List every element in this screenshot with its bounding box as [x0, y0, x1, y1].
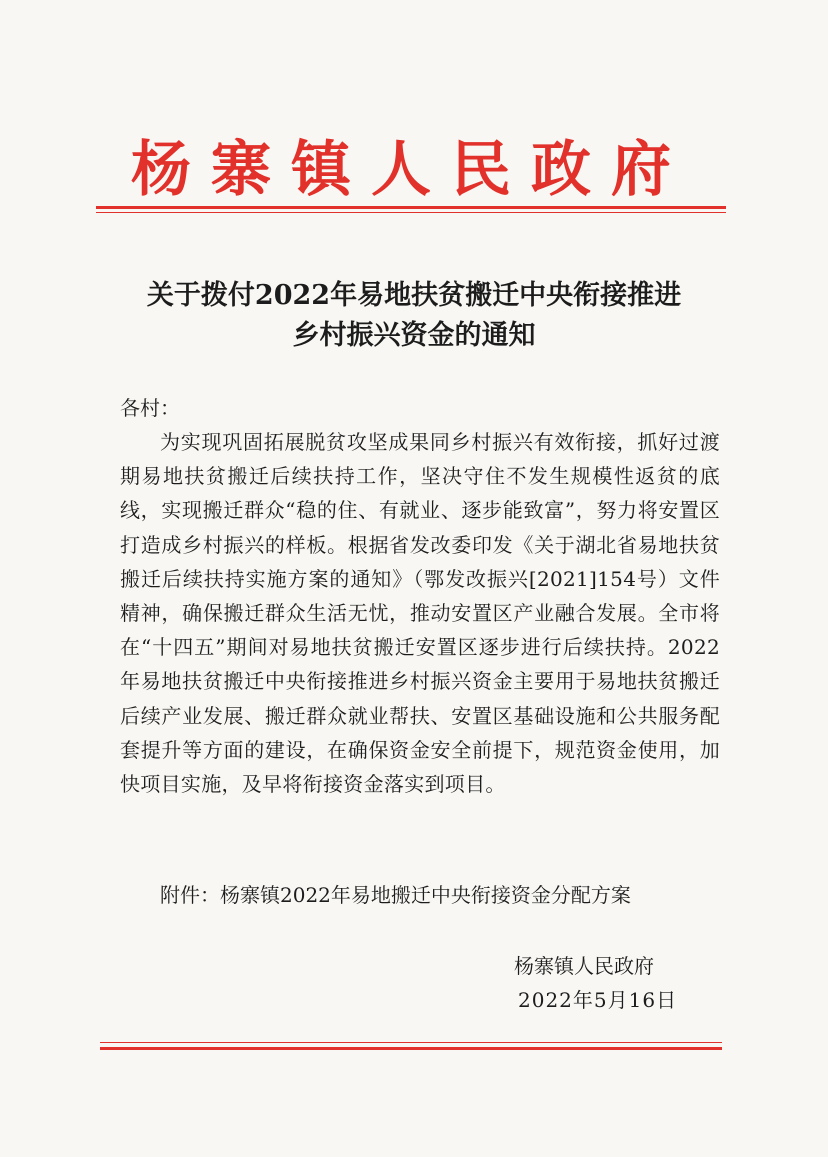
body-paragraph: 为实现巩固拓展脱贫攻坚成果同乡村振兴有效衔接，抓好过渡期易地扶贫搬迁后续扶持工作，坚决守住不发生规模性返贫的底线，实现搬迁群众“稳的住、有就业、逐步能致富”，努力将安置区打造成乡村振兴的样板。根据省发改委印发《关于湖北省易地扶贫搬迁后续扶持实施方案的通知》（鄂发改振兴[2021]154号）文件精神，确保搬迁群众生活无忧，推动安置区产业融合发展。全市将在“十四五”期间对易地扶贫搬迁安置区逐步进行后续扶持。2022年易地扶贫搬迁中央衔接推进乡村振兴资金主要用于易地扶贫搬迁后续产业发展、搬迁群众就业帮扶、安置区基础设施和公共服务配套提升等方面的建设，在确保资金安全前提下，规范资金使用，加快项目实施，及早将衔接资金落实到项目。 [120, 430, 720, 797]
salutation: 各村： [120, 396, 180, 420]
letterhead-title: 杨寨镇人民政府 [131, 135, 691, 205]
signature-org: 杨寨镇人民政府 [514, 954, 654, 978]
attachment-note: 附件：杨寨镇2022年易地搬迁中央衔接资金分配方案 [160, 883, 631, 907]
document-title-line2: 乡村振兴资金的通知 [292, 320, 536, 351]
document-title-line1: 关于拨付2022年易地扶贫搬迁中央衔接推进 [146, 280, 682, 311]
letterhead-rule-thick [96, 206, 726, 209]
letterhead-rule-thin [96, 212, 726, 213]
footer-rule-thick [100, 1047, 722, 1050]
footer-rule-thin [100, 1042, 722, 1043]
signature-date: 2022年5月16日 [518, 988, 678, 1012]
